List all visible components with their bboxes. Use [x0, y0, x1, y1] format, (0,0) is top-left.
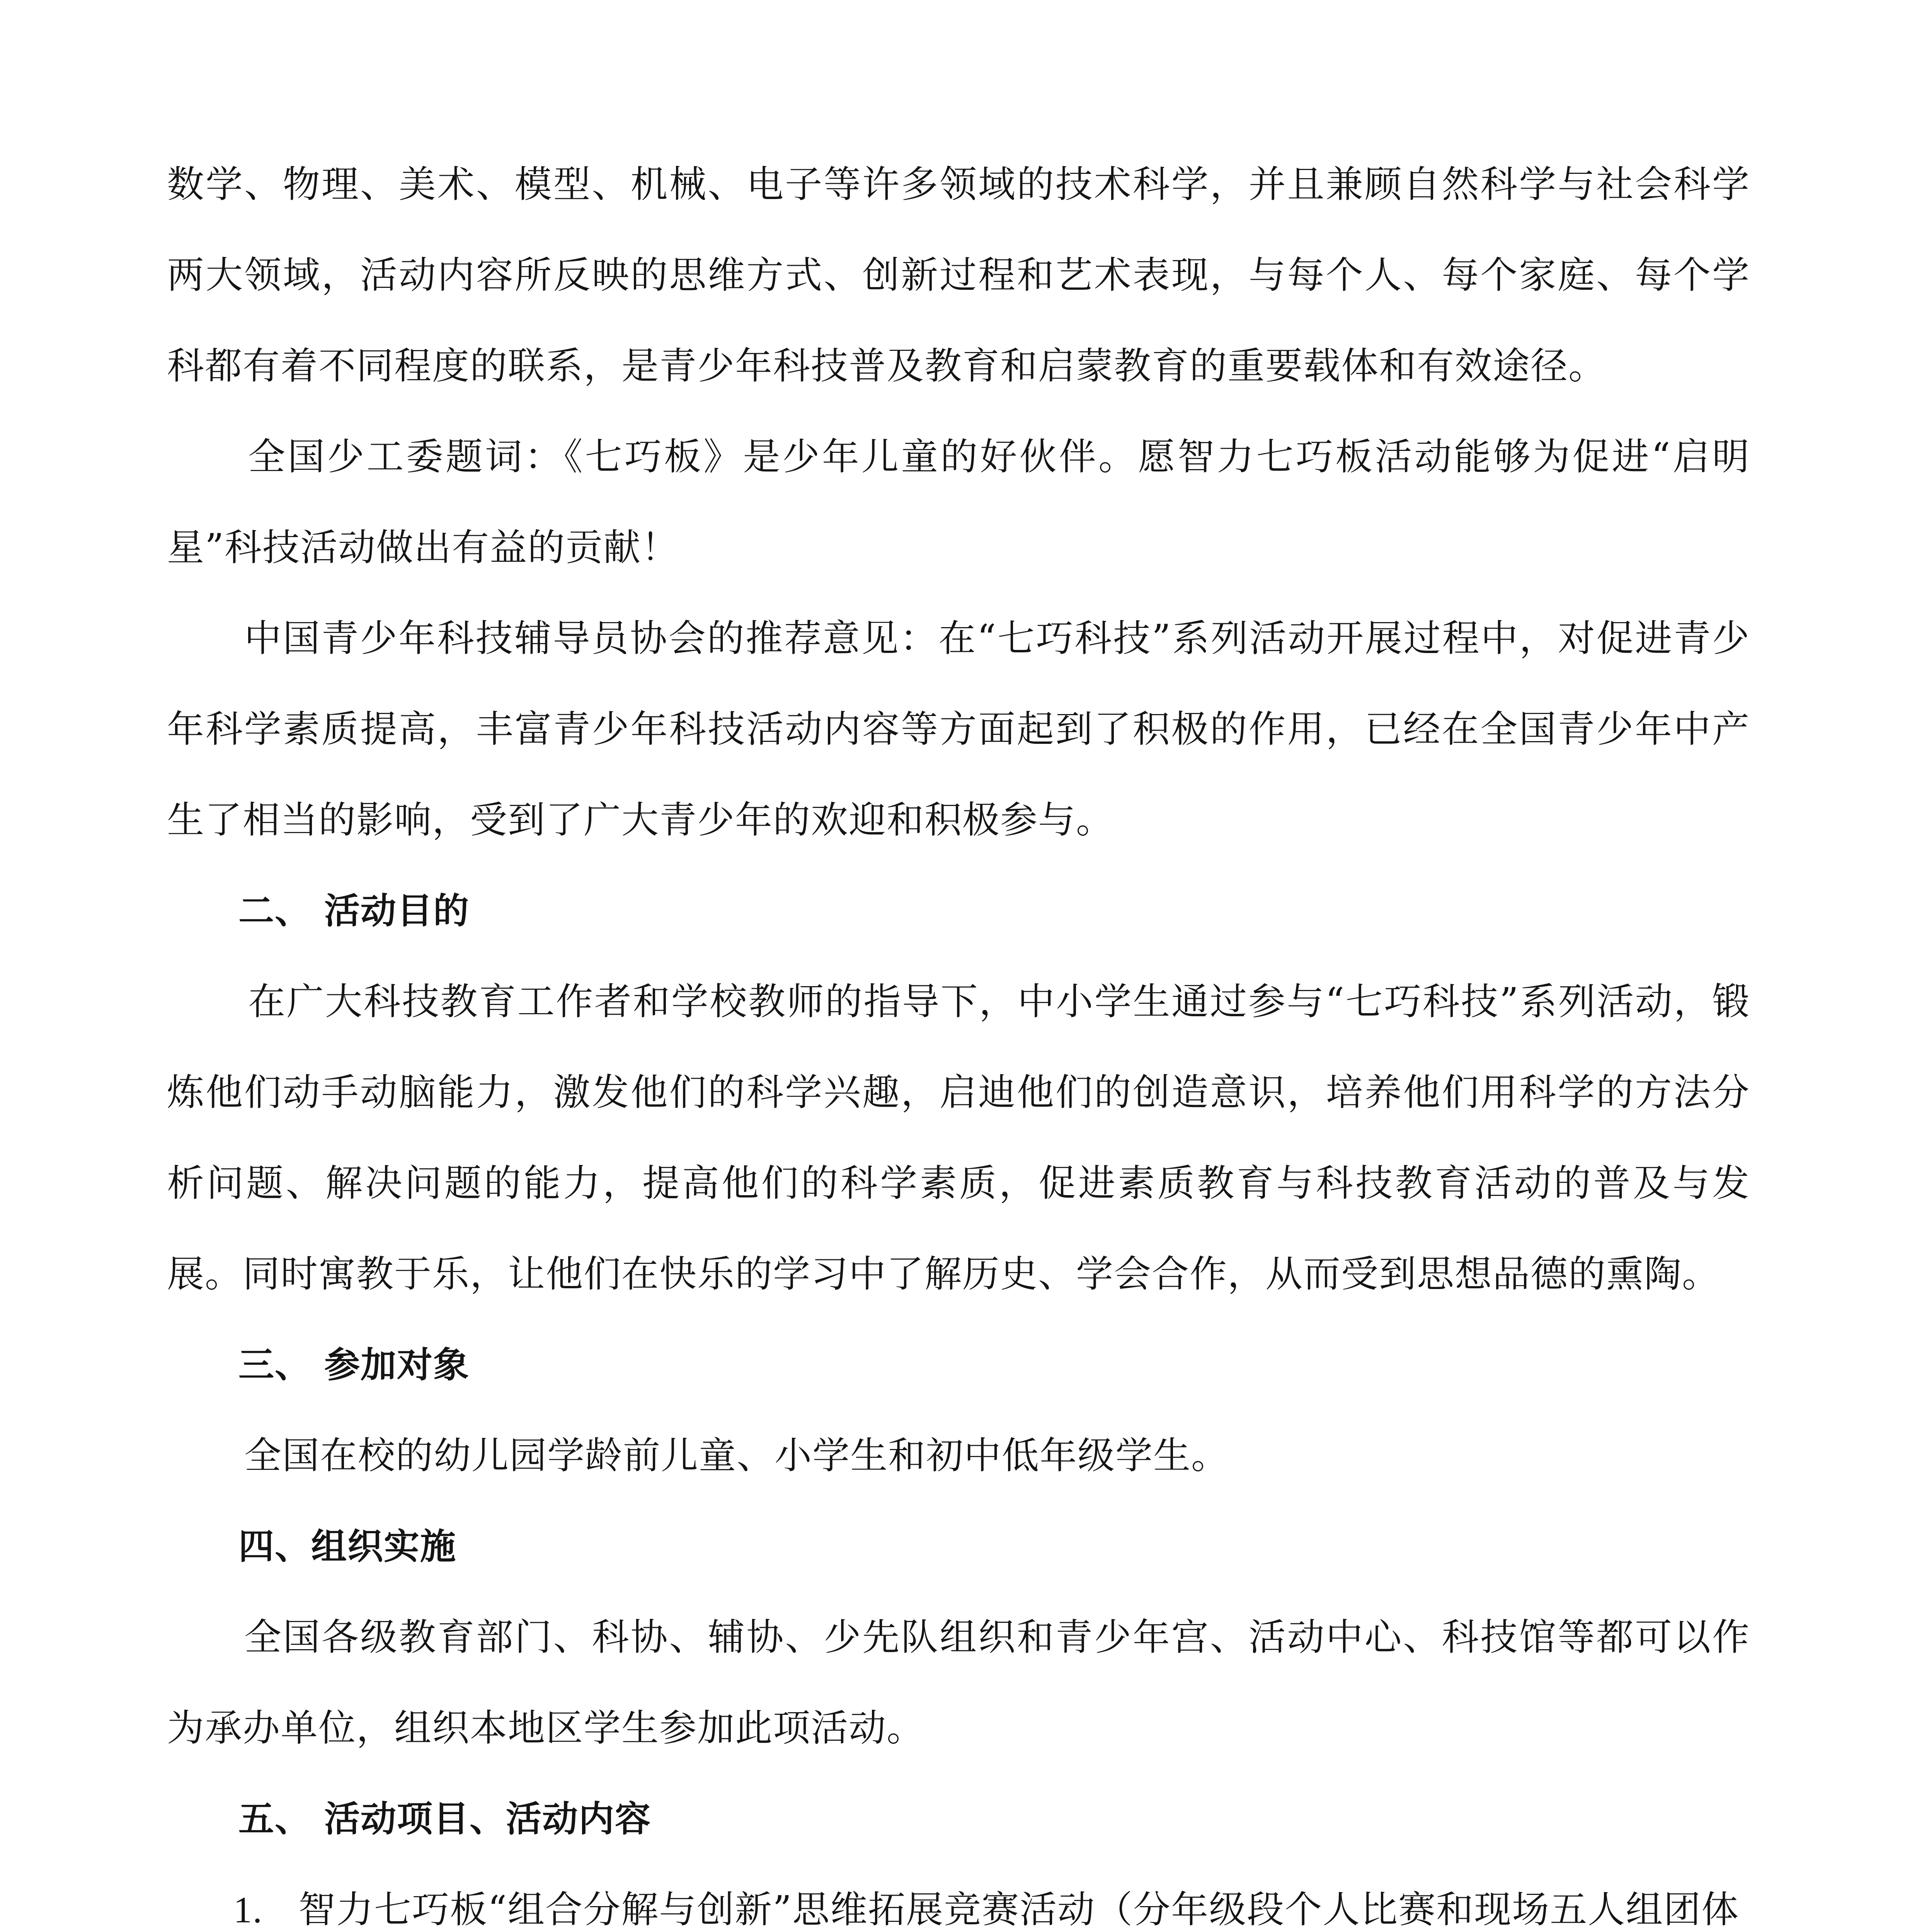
section-heading-purpose: 二、 活动目的 — [238, 890, 470, 932]
activity-list — [167, 1864, 1750, 1932]
list-item — [167, 1864, 1750, 1932]
intro-paragraph-3: 中国青少年科技辅导员协会的推荐意见：在“七巧科技”系列活动开展过程中，对促进青少年科学素质提高，丰富青少年科技活动内容等方面起到了积极的作用，已经在全国青少年中产生了相当的影响，受到了广大青少年的欢迎和积极参与。 — [167, 617, 1750, 842]
section-heading-activities: 五、 活动项目、活动内容 — [238, 1798, 652, 1840]
intro-paragraph-2: 全国少工委题词：《七巧板》是少年儿童的好伙伴。愿智力七巧板活动能够为促进“启明星”科技活动做出有益的贡献！ — [167, 435, 1750, 569]
list-item-text: 智力七巧板“组合分解与创新”思维拓展竞赛活动（分年级段个人比赛和现场五人组团体 — [298, 1888, 1740, 1931]
intro-paragraph-1: 数学、物理、美术、模型、机械、电子等许多领域的技术科学，并且兼顾自然科学与社会科学两大领域，活动内容所反映的思维方式、创新过程和艺术表现，与每个人、每个家庭、每个学科都有着不同程度的联系，是青少年科技普及教育和启蒙教育的重要载体和有效途径。 — [167, 163, 1750, 388]
section-heading-participants: 三、 参加对象 — [238, 1344, 470, 1386]
document-body — [167, 139, 1750, 1932]
list-item-number: 1. — [233, 1889, 263, 1930]
section-body-participants: 全国在校的幼儿园学龄前儿童、小学生和初中低年级学生。 — [244, 1434, 1229, 1477]
section-heading-organization: 四、组织实施 — [238, 1526, 457, 1567]
section-body-organization: 全国各级教育部门、科协、辅协、少先队组织和青少年宫、活动中心、科技馆等都可以作为承办单位，组织本地区学生参加此项活动。 — [167, 1616, 1750, 1750]
section-body-purpose: 在广大科技教育工作者和学校教师的指导下，中小学生通过参与“七巧科技”系列活动，锻炼他们动手动脑能力，激发他们的科学兴趣，启迪他们的创造意识，培养他们用科学的方法分析问题、解决问题的能力，提高他们的科学素质，促进素质教育与科技教育活动的普及与发展。同时寓教于乐，让他们在快乐的学习中了解历史、学会合作，从而受到思想品德的熏陶。 — [167, 980, 1750, 1296]
